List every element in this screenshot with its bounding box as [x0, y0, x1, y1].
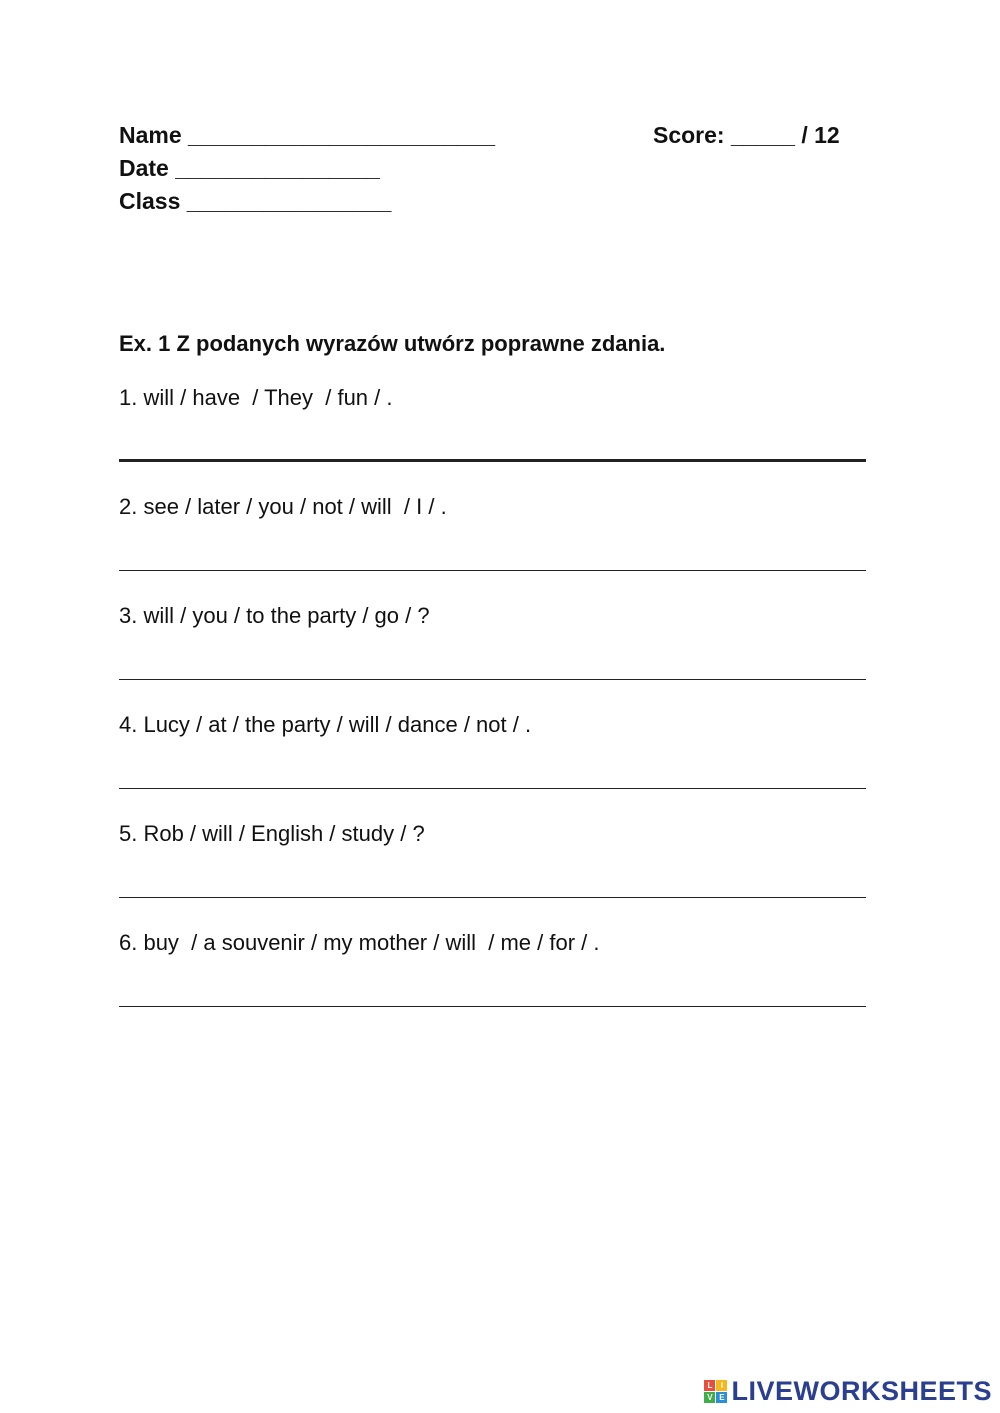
logo-mark-letter: E: [716, 1392, 727, 1403]
logo-mark-letter: V: [704, 1392, 715, 1403]
answer-line-4[interactable]: [119, 788, 866, 789]
logo-mark-letter: I: [716, 1380, 727, 1391]
liveworksheets-logo: [704, 1376, 992, 1407]
logo-mark-letter: L: [704, 1380, 715, 1391]
exercise-item-6: 6. buy / a souvenir / my mother / will / me / for / .: [119, 930, 600, 955]
answer-line-6[interactable]: [119, 1006, 866, 1007]
exercise-item-1: 1. will / have / They / fun / .: [119, 385, 393, 410]
score-field: Score: _____ / 12: [653, 122, 840, 148]
class-field[interactable]: Class ________________: [119, 188, 392, 214]
liveworksheets-logo-text: LIVEWORKSHEETS: [731, 1376, 992, 1406]
answer-line-1[interactable]: [119, 459, 866, 462]
exercise-item-5: 5. Rob / will / English / study / ?: [119, 821, 425, 846]
answer-line-2[interactable]: [119, 570, 866, 571]
date-field[interactable]: Date ________________: [119, 155, 380, 181]
answer-line-5[interactable]: [119, 897, 866, 898]
liveworksheets-logo-icon: [704, 1380, 727, 1403]
answer-line-3[interactable]: [119, 679, 866, 680]
exercise-title: Ex. 1 Z podanych wyrazów utwórz poprawne zdania.: [119, 331, 666, 356]
exercise-item-4: 4. Lucy / at / the party / will / dance / not / .: [119, 712, 532, 737]
exercise-item-3: 3. will / you / to the party / go / ?: [119, 603, 430, 628]
name-field[interactable]: Name ________________________: [119, 122, 496, 148]
exercise-item-2: 2. see / later / you / not / will / I / .: [119, 494, 447, 519]
